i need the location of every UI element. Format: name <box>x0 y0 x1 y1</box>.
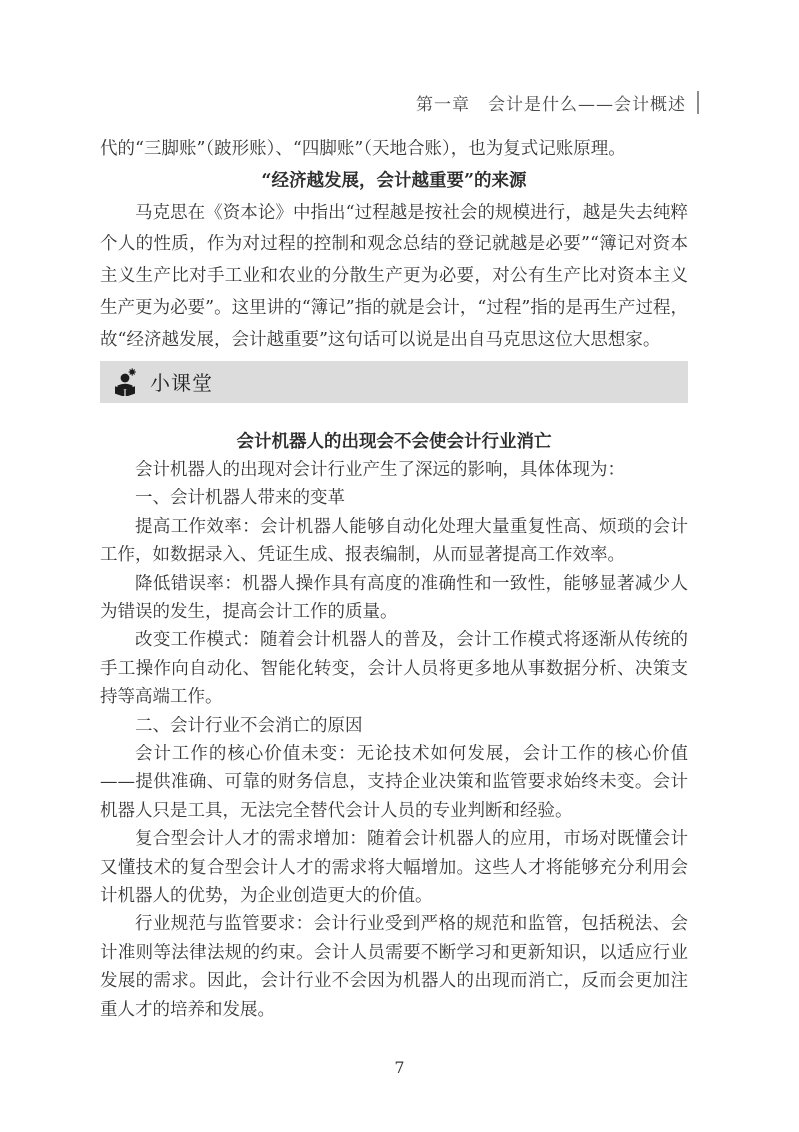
header-divider-bar <box>697 91 699 114</box>
classroom-paragraph: 行业规范与监管要求：会计行业受到严格的规范和监管，包括税法、会计准则等法律法规的约束。会计人员需要不断学习和更新知识，以适应行业发展的需求。因此，会计行业不会因为机器人的出现而消亡，反而会更加注重人才的培养和发展。 <box>100 914 688 1020</box>
paragraph-marx-quote: 马克思在《资本论》中指出“过程越是按社会的规模进行，越是失去纯粹个人的性质，作为对过程的控制和观念总结的登记就越是必要”“簿记对资本主义生产比对手工业和农业的分散生产更为必要，对公有生产比对资本主义生产更为必要”。这里讲的“簿记”指的就是会计，“过程”指的是再生产过程，故“经济越发展，会计越重要”这句话可以说是出自马克思这位大思想家。 <box>100 202 688 350</box>
page-number: 7 <box>394 1058 405 1077</box>
classroom-banner <box>100 361 688 403</box>
page-body <box>100 134 688 1024</box>
classroom-paragraph: 一、会计机器人带来的变革 <box>135 488 345 509</box>
classroom-paragraph: 复合型会计人才的需求增加：随着会计机器人的应用，市场对既懂会计又懂技术的复合型会计人才的需求将大幅增加。这些人才将能够充分利用会计机器人的优势，为企业创造更大的价值。 <box>100 829 688 907</box>
running-header <box>416 90 699 115</box>
classroom-title: 会计机器人的出现会不会使会计行业消亡 <box>236 431 552 452</box>
classroom-paragraph: 会计机器人的出现对会计行业产生了深远的影响，具体体现为： <box>135 459 625 480</box>
classroom-paragraph: 降低错误率：机器人操作具有高度的准确性和一致性，能够显著减少人为错误的发生，提高会计工作的质量。 <box>100 573 688 623</box>
classroom-paragraph: 二、会计行业不会消亡的原因 <box>135 715 363 736</box>
reader-with-gear-icon <box>113 368 140 396</box>
section-heading-origin: “经济越发展，会计越重要”的来源 <box>261 170 527 191</box>
chapter-title: 第一章 会计是什么——会计概述 <box>416 95 686 115</box>
paragraph-continuation: 代的“三脚账”（跛形账）、“四脚账”（天地合账），也为复式记账原理。 <box>100 139 626 159</box>
classroom-label: 小课堂 <box>150 371 213 396</box>
classroom-paragraph: 提高工作效率：会计机器人能够自动化处理大量重复性高、烦琐的会计工作，如数据录入、凭证生成、报表编制，从而显著提高工作效率。 <box>100 516 688 566</box>
classroom-paragraph: 改变工作模式：随着会计机器人的普及，会计工作模式将逐渐从传统的手工操作向自动化、智能化转变，会计人员将更多地从事数据分析、决策支持等高端工作。 <box>100 630 688 708</box>
classroom-paragraph: 会计工作的核心价值未变：无论技术如何发展，会计工作的核心价值——提供准确、可靠的财务信息，支持企业决策和监管要求始终未变。会计机器人只是工具，无法完全替代会计人员的专业判断和经验。 <box>100 744 688 821</box>
